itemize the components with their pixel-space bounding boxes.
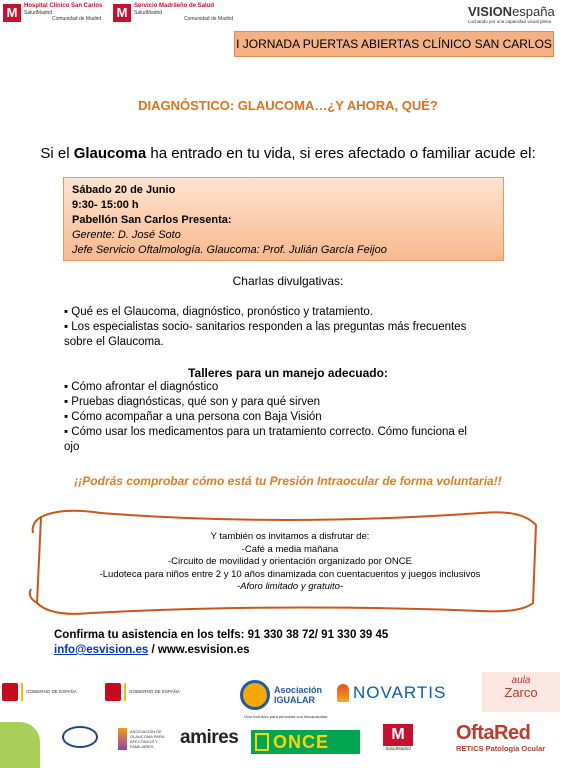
salud-madrid-logo xyxy=(383,724,413,752)
igualar-text-a: Asociación xyxy=(274,685,323,695)
oftared-logo xyxy=(456,722,571,753)
oftared-sub: RETICS Patología Ocular xyxy=(456,744,546,753)
invite-text xyxy=(40,531,540,594)
once-logo xyxy=(251,730,360,754)
hospital-sub: SaludMadrid xyxy=(24,10,53,16)
amires-logo: amires xyxy=(180,727,239,748)
zarco-text: Zarco xyxy=(504,685,538,700)
ministerio-1-text: GOBIERNO DE ESPAÑA xyxy=(26,689,77,694)
list-item: ▪ Los especialistas socio- sanitarios responden a las preguntas más frecuentes sobre el Glaucoma. xyxy=(64,320,474,350)
talks-list xyxy=(64,305,474,350)
ministerio-2-text: GOBIERNO DE ESPAÑA xyxy=(129,689,180,694)
workshops-heading: Talleres para un manejo adecuado: xyxy=(188,366,388,380)
event-date: Sábado 20 de Junio xyxy=(72,184,176,196)
invite-line: -Ludoteca para niños entre 2 y 10 años dinamizada con cuentacuentos y juegos inclusivos xyxy=(99,568,481,580)
glaucoma-assoc-text: ASOCIACIÓN DE GLAUCOMA PARA AFECTADOS Y FAMILIARES xyxy=(130,729,165,749)
ministerio-logo-1 xyxy=(2,680,92,704)
page-title: DIAGNÓSTICO: GLAUCOMA…¿Y AHORA, QUÉ? xyxy=(138,98,438,113)
vision-brand-a: VISION xyxy=(468,4,513,19)
coat-of-arms-icon xyxy=(105,683,121,701)
contact-web: / www.esvision.es xyxy=(148,644,250,656)
igualar-emblem-icon xyxy=(240,680,270,710)
hospital-tag: Comunidad de Madrid xyxy=(52,16,102,22)
event-details-box xyxy=(63,177,504,261)
asociacion-glaucoma-logo xyxy=(118,728,180,750)
hospital-name: Hospital Clínico San Carlos xyxy=(24,3,103,9)
salud-madrid-mark-icon: M xyxy=(113,4,131,22)
intro-post: ha entrado en tu vida, si eres afectado o familiar acude el: xyxy=(146,145,536,162)
vision-espana-logo xyxy=(468,4,568,25)
servicio-tag: Comunidad de Madrid xyxy=(184,16,234,22)
invite-line: -Café a media mañana xyxy=(241,543,339,555)
event-banner: I JORNADA PUERTAS ABIERTAS CLÍNICO SAN CARLOS xyxy=(234,31,554,57)
talks-heading: Charlas divulgativas: xyxy=(232,274,344,288)
glaucoma-ribbon-icon xyxy=(118,728,127,750)
event-chief: Jefe Servicio Oftalmología. Glaucoma: Prof. Julián García Feijoo xyxy=(72,244,387,256)
salud-madrid-sub: SaludMadrid xyxy=(385,746,411,751)
igualar-tagline: Ocio inclusivo para personas con discapacidad xyxy=(244,714,328,719)
list-item: ▪ Pruebas diagnósticas, qué son y para qué sirven xyxy=(64,395,474,410)
eye-emblem-icon xyxy=(62,726,98,748)
once-text: ONCE xyxy=(273,731,330,752)
intro-pre: Si el xyxy=(40,145,74,162)
contact-email-link[interactable]: info@esvision.es xyxy=(54,644,149,656)
event-presenter: Pabellón San Carlos Presenta: xyxy=(72,214,232,226)
invite-note: -Aforo limitado y gratuito- xyxy=(236,581,344,592)
flag-stripe-icon xyxy=(124,683,126,701)
novartis-text: NOVARTIS xyxy=(353,683,447,702)
contact-block xyxy=(54,628,388,658)
vision-brand-b: españa xyxy=(512,4,555,19)
flag-stripe-icon xyxy=(21,683,23,701)
oftared-text: OftaRed xyxy=(456,722,531,744)
servicio-name: Servicio Madrileño de Salud xyxy=(134,3,215,9)
servicio-sub: SaludMadrid xyxy=(134,10,163,16)
list-item: ▪ Cómo usar los medicamentos para un tratamiento correcto. Cómo funciona el ojo xyxy=(64,425,474,455)
coat-of-arms-icon xyxy=(2,683,18,701)
invite-line: Y también os invitamos a disfrutar de: xyxy=(210,531,370,542)
intro-text xyxy=(0,145,576,162)
green-circle-logo-icon xyxy=(0,722,40,768)
novartis-flame-icon xyxy=(337,684,349,702)
ministerio-logo-2 xyxy=(105,680,225,704)
promo-text: ¡¡Podrás comprobar cómo está tu Presión Intraocular de forma voluntaria!! xyxy=(74,474,502,488)
salud-madrid-m-icon: M xyxy=(383,724,413,746)
servicio-madrileno-logo xyxy=(113,3,233,22)
novartis-logo xyxy=(337,683,446,703)
contact-phones: Confirma tu asistencia en los telfs: 91 330 38 72/ 91 330 39 45 xyxy=(54,629,389,641)
hospital-clinico-logo xyxy=(3,3,102,22)
asociacion-igualar-logo xyxy=(240,676,330,714)
event-time: 9:30- 15:00 h xyxy=(72,199,139,211)
event-manager: Gerente: D. José Soto xyxy=(72,229,181,241)
intro-bold: Glaucoma xyxy=(73,145,147,162)
invite-line: -Circuito de movilidad y orientación organizado por ONCE xyxy=(168,556,412,567)
salud-madrid-mark-icon: M xyxy=(3,4,21,22)
aula-text: aula xyxy=(511,675,531,686)
list-item: ▪ Qué es el Glaucoma, diagnóstico, pronóstico y tratamiento. xyxy=(64,305,474,320)
list-item: ▪ Cómo afrontar el diagnóstico xyxy=(64,380,474,395)
aula-zarco-logo xyxy=(482,672,560,712)
once-figure-icon xyxy=(255,733,269,751)
igualar-text-b: IGUALAR xyxy=(274,695,315,705)
workshops-list xyxy=(64,380,474,455)
vision-tagline: Luchando por una capacidad visual plena xyxy=(468,19,552,24)
list-item: ▪ Cómo acompañar a una persona con Baja Visión xyxy=(64,410,474,425)
